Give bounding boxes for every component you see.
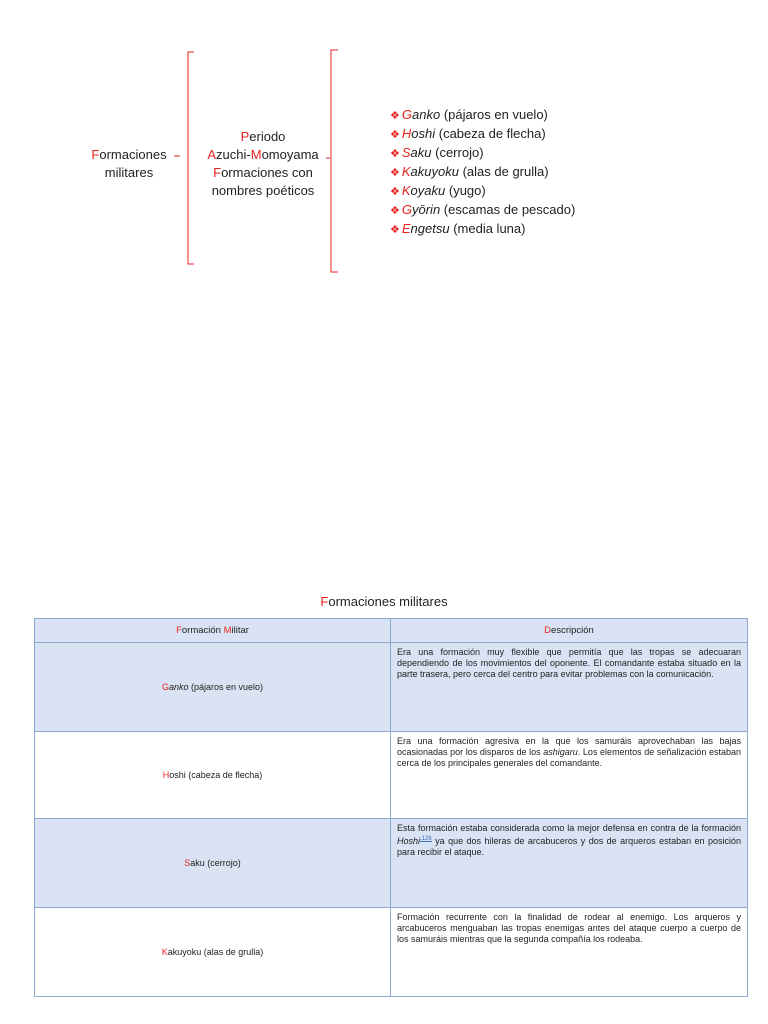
list-item: ❖ Koyaku (yugo) bbox=[390, 183, 486, 198]
middle-label-line-3: Formaciones con bbox=[213, 165, 313, 180]
root-label-line-2: militares bbox=[104, 165, 154, 180]
table-row bbox=[35, 819, 748, 908]
description-cell: Formación recurrente con la finalidad de rodear al enemigo. Los arqueros y arcabuceros menguaban las tropas enemigas antes del ataque cuerpo a cuerpo de los samuráis mientras que la segunda compañía los rodeaba. bbox=[391, 908, 748, 997]
middle-label-line-4: nombres poéticos bbox=[211, 183, 315, 198]
table-title: Formaciones militares bbox=[320, 594, 448, 609]
table-row bbox=[35, 908, 748, 997]
description-cell: Era una formación agresiva en la que los samuráis aprovechaban las bajas ocasionadas por los disparos de los ashigaru. Los elementos de señalización estaban cerca de los principales generales del comandante. bbox=[391, 732, 748, 819]
table-row bbox=[35, 732, 748, 819]
header-formation: Formación Militar bbox=[35, 619, 391, 643]
list-item: ❖ Engetsu (media luna) bbox=[390, 221, 526, 236]
formation-name-cell: Kakuyoku (alas de grulla) bbox=[35, 908, 391, 997]
diamond-bullet-icon: ❖ bbox=[390, 148, 400, 160]
diamond-bullet-icon: ❖ bbox=[390, 224, 400, 236]
root-label bbox=[80, 146, 178, 182]
formation-name-cell: Ganko (pájaros en vuelo) bbox=[35, 643, 391, 732]
formation-list bbox=[390, 106, 575, 239]
bracket-lines bbox=[0, 0, 768, 290]
middle-label-line-1: Periodo bbox=[240, 129, 286, 144]
description-cell: Era una formación muy flexible que permitía que las tropas se adecuaran dependiendo de los movimientos del oponente. El comandante estaba situado en la parte trasera, pero cerca del centro para evitar problemas con la comunicación. bbox=[391, 643, 748, 732]
list-item: ❖ Ganko (pájaros en vuelo) bbox=[390, 107, 548, 122]
diamond-bullet-icon: ❖ bbox=[390, 205, 400, 217]
footnote-reference-link[interactable]: ,126 bbox=[420, 836, 432, 842]
middle-label bbox=[198, 128, 328, 200]
list-item: ❖ Gyōrin (escamas de pescado) bbox=[390, 202, 576, 217]
header-description: Descripción bbox=[391, 619, 748, 643]
table-row bbox=[35, 643, 748, 732]
formation-name-cell: Hoshi (cabeza de flecha) bbox=[35, 732, 391, 819]
table-header-row bbox=[35, 619, 748, 643]
formations-diagram bbox=[0, 0, 768, 290]
middle-label-line-2: Azuchi-Momoyama bbox=[207, 147, 319, 162]
description-cell: Esta formación estaba considerada como la mejor defensa en contra de la formación Hoshi$^{,126}$ ya que dos hileras de arcabuceros y dos de arqueros estaban en posición para recibir el ataque. bbox=[391, 819, 748, 908]
formations-table bbox=[34, 618, 748, 997]
root-label-line-1: Formaciones bbox=[91, 147, 167, 162]
diamond-bullet-icon: ❖ bbox=[390, 129, 400, 141]
diamond-bullet-icon: ❖ bbox=[390, 110, 400, 122]
diamond-bullet-icon: ❖ bbox=[390, 167, 400, 179]
list-item: ❖ Kakuyoku (alas de grulla) bbox=[390, 164, 549, 179]
formation-name-cell: Saku (cerrojo) bbox=[35, 819, 391, 908]
list-item: ❖ Saku (cerrojo) bbox=[390, 145, 484, 160]
diamond-bullet-icon: ❖ bbox=[390, 186, 400, 198]
list-item: ❖ Hoshi (cabeza de flecha) bbox=[390, 126, 546, 141]
second-brace bbox=[331, 50, 338, 272]
first-brace bbox=[188, 52, 194, 264]
